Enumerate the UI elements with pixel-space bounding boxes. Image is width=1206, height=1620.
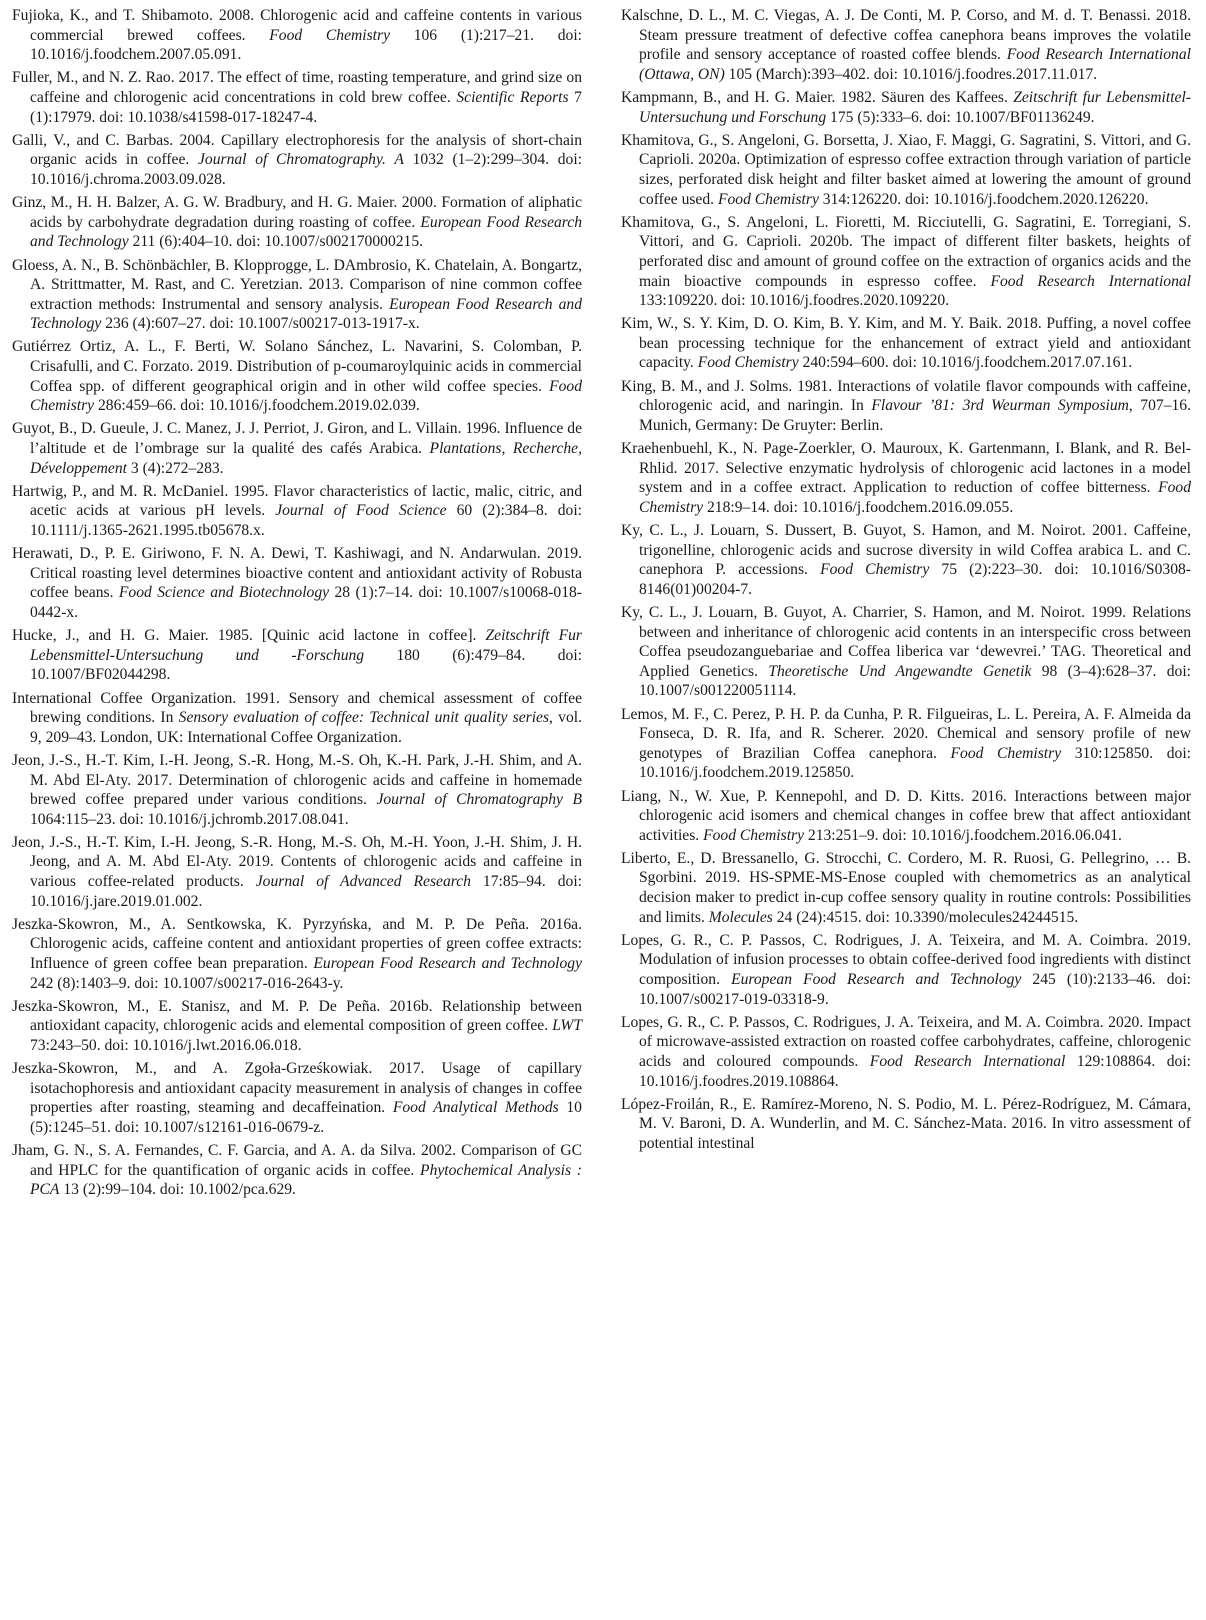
reference-entry: Jeszka-Skowron, M., E. Stanisz, and M. P. De Peña. 2016b. Relationship between antioxidant capacity, chlorogenic acids and elemental composition of green coffee. LWT 73:243–50. doi: 10.1016/j.lwt.2016.06.018. [12, 997, 582, 1054]
journal-title: Food Chemistry [30, 377, 582, 415]
reference-entry: Jeszka-Skowron, M., and A. Zgoła-Grześkowiak. 2017. Usage of capillary isotachophoresis and antioxidant capacity measurement in analysis of changes in coffee properties after roasting, steaming and decaffeination. Food Analytical Methods 10 (5):1245–51. doi: 10.1007/s12161-016-0679-z. [12, 1060, 582, 1136]
reference-column-right [621, 6, 1191, 1157]
journal-title: Journal of Advanced Research [255, 873, 471, 891]
journal-title: Phytochemical Analysis : PCA [30, 1161, 582, 1199]
journal-title: Sensory evaluation of coffee: Technical unit quality series [178, 709, 550, 727]
reference-entry: Kampmann, B., and H. G. Maier. 1982. Säuren des Kaffees. Zeitschrift fur Lebensmittel-Untersuchung und Forschung 175 (5):333–6. doi: 10.1007/BF01136249. [621, 88, 1191, 126]
journal-title: Molecules [708, 908, 773, 926]
journal-title: Journal of Food Science [275, 502, 447, 520]
reference-entry: King, B. M., and J. Solms. 1981. Interactions of volatile flavor compounds with caffeine, chlorogenic acid, and naringin. In Flavour ’81: 3rd Weurman Symposium, 707–16. Munich, Germany: De Gruyter: Berlin. [621, 377, 1191, 434]
journal-title: Food Chemistry [950, 744, 1062, 762]
reference-entry: Liang, N., W. Xue, P. Kennepohl, and D. D. Kitts. 2016. Interactions between major chlorogenic acid isomers and chemical changes in coffee brew that affect antioxidant activities. Food Chemistry 213:251–9. doi: 10.1016/j.foodchem.2016.06.041. [621, 787, 1191, 844]
reference-entry: Kraehenbuehl, K., N. Page-Zoerkler, O. Mauroux, K. Gartenmann, I. Blank, and R. Bel-Rhlid. 2017. Selective enzymatic hydrolysis of chlorogenic acid lactones in a model system and in a coffee extract. Application to reduction of coffee bitterness. Food Chemistry 218:9–14. doi: 10.1016/j.foodchem.2016.09.055. [621, 440, 1191, 516]
reference-entry: Ky, C. L., J. Louarn, B. Guyot, A. Charrier, S. Hamon, and M. Noirot. 1999. Relations between and inheritance of chlorogenic acid contents in an interspecific cross between Coffea pseudozanguebariae and Coffea liberica var ‘dewevrei.’ TAG. Theoretical and Applied Genetics. Theoretische Und Angewandte Genetik 98 (3–4):628–37. doi: 10.1007/s001220051114. [621, 603, 1191, 700]
journal-title: Food Research International [990, 272, 1191, 290]
journal-title: Food Science and Biotechnology [118, 584, 330, 602]
journal-title: Theoretische Und Angewandte Genetik [768, 662, 1032, 680]
journal-title: LWT [552, 1017, 582, 1035]
journal-title: Flavour ’81: 3rd Weurman Symposium [871, 397, 1129, 415]
journal-title: Zeitschrift fur Lebensmittel-Untersuchung und Forschung [639, 88, 1191, 126]
reference-entry: Jham, G. N., S. A. Fernandes, C. F. Garcia, and A. A. da Silva. 2002. Comparison of GC and HPLC for the quantification of organic acids in coffee. Phytochemical Analysis : PCA 13 (2):99–104. doi: 10.1002/pca.629. [12, 1142, 582, 1199]
reference-entry: Jeon, J.-S., H.-T. Kim, I.-H. Jeong, S.-R. Hong, M.-S. Oh, M.-H. Yoon, J.-H. Shim, J. H. Jeong, and A. M. Abd El-Aty. 2019. Contents of chlorogenic acids and caffeine in various coffee-related products. Journal of Advanced Research 17:85–94. doi: 10.1016/j.jare.2019.01.002. [12, 833, 582, 910]
reference-entry: Jeon, J.-S., H.-T. Kim, I.-H. Jeong, S.-R. Hong, M.-S. Oh, K.-H. Park, J.-H. Shim, and A. M. Abd El-Aty. 2017. Determination of chlorogenic acids and caffeine in homemade brewed coffee prepared under various conditions. Journal of Chromatography B 1064:115–23. doi: 10.1016/j.jchromb.2017.08.041. [12, 751, 582, 828]
journal-title: Zeitschrift Fur Lebensmittel-Untersuchung und -Forschung [30, 627, 582, 664]
reference-entry: Ky, C. L., J. Louarn, S. Dussert, B. Guyot, S. Hamon, and M. Noirot. 2001. Caffeine, trigonelline, chlorogenic acids and sucrose diversity in wild Coffea arabica L. and C. canephora P. accessions. Food Chemistry 75 (2):223–30. doi: 10.1016/S0308-8146(01)00204-7. [621, 522, 1191, 598]
reference-entry: Galli, V., and C. Barbas. 2004. Capillary electrophoresis for the analysis of short-chain organic acids in coffee. Journal of Chromatography. A 1032 (1–2):299–304. doi: 10.1016/j.chroma.2003.09.028. [12, 131, 582, 188]
journal-title: European Food Research and Technology [731, 971, 1022, 989]
reference-entry: International Coffee Organization. 1991. Sensory and chemical assessment of coffee brewing conditions. In Sensory evaluation of coffee: Technical unit quality series, vol. 9, 209–43. London, UK: International Coffee Organization. [12, 689, 583, 746]
reference-entry: Hucke, J., and H. G. Maier. 1985. [Quinic acid lactone in coffee]. Zeitschrift Fur Lebensmittel-Untersuchung und -Forschung 180 (6):479–84. doi: 10.1007/BF02044298. [12, 627, 582, 684]
reference-entry: Gloess, A. N., B. Schönbächler, B. Klopprogge, L. DAmbrosio, K. Chatelain, A. Bongartz, A. Strittmatter, M. Rast, and C. Yeretzian. 2013. Comparison of nine common coffee extraction methods: Instrumental and sensory analysis. European Food Research and Technology 236 (4):607–27. doi: 10.1007/s00217-013-1917-x. [12, 256, 582, 333]
reference-entry: Herawati, D., P. E. Giriwono, F. N. A. Dewi, T. Kashiwagi, and N. Andarwulan. 2019. Critical roasting level determines bioactive content and antioxidant activity of Robusta coffee beans. Food Science and Biotechnology 28 (1):7–14. doi: 10.1007/s10068-018-0442-x. [12, 545, 582, 621]
journal-title: Food Chemistry [703, 826, 805, 844]
reference-entry: Khamitova, G., S. Angeloni, L. Fioretti, M. Ricciutelli, G. Sagratini, E. Torregiani, S. Vittori, and G. Caprioli. 2020b. The impact of different filter baskets, heights of perforated disc and amount of ground coffee on the extraction of organics acids and the main bioactive compounds in espresso coffee. Food Research International 133:109220. doi: 10.1016/j.foodres.2020.109220. [621, 213, 1191, 310]
journal-title: Scientific Reports [456, 88, 569, 106]
journal-title: Food Chemistry [717, 190, 819, 208]
reference-entry: Lemos, M. F., C. Perez, P. H. P. da Cunha, P. R. Filgueiras, L. L. Pereira, A. F. Almeida da Fonseca, D. R. Ifa, and R. Scherer. 2020. Chemical and sensory profile of new genotypes of Brazilian Coffea canephora. Food Chemistry 310:125850. doi: 10.1016/j.foodchem.2019.125850. [621, 705, 1191, 782]
journal-title: European Food Research and Technology [30, 213, 582, 251]
reference-entry: Fujioka, K., and T. Shibamoto. 2008. Chlorogenic acid and caffeine contents in various commercial brewed coffees. Food Chemistry 106 (1):217–21. doi: 10.1016/j.foodchem.2007.05.091. [12, 7, 582, 64]
journal-title: Food Chemistry [820, 561, 930, 579]
reference-entry: Khamitova, G., S. Angeloni, G. Borsetta, J. Xiao, F. Maggi, G. Sagratini, S. Vittori, and G. Caprioli. 2020a. Optimization of espresso coffee extraction through variation of particle sizes, perforated disk height and filter basket aimed at lowering the amount of ground coffee used. Food Chemistry 314:126220. doi: 10.1016/j.foodchem.2020.126220. [621, 131, 1191, 208]
journal-title: European Food Research and Technology [313, 955, 582, 973]
reference-entry: Jeszka-Skowron, M., A. Sentkowska, K. Pyrzyńska, and M. P. De Peña. 2016a. Chlorogenic acids, caffeine content and antioxidant properties of green coffee extracts: Influence of green coffee bean preparation. European Food Research and Technology 242 (8):1403–9. doi: 10.1007/s00217-016-2643-y. [12, 915, 582, 992]
journal-title: Food Analytical Methods [392, 1099, 559, 1117]
reference-entry: Lopes, G. R., C. P. Passos, C. Rodrigues, J. A. Teixeira, and M. A. Coimbra. 2020. Impact of microwave-assisted extraction on roasted coffee carbohydrates, caffeine, chlorogenic acids and coloured compounds. Food Research International 129:108864. doi: 10.1016/j.foodres.2019.108864. [621, 1013, 1191, 1090]
reference-entry: Guyot, B., D. Gueule, J. C. Manez, J. J. Perriot, J. Giron, and L. Villain. 1996. Influence de l’altitude et de l’ombrage sur la qualité des cafés Arabica. Plantations, Recherche, Développement 3 (4):272–283. [12, 420, 582, 477]
journal-title: Journal of Chromatography B [376, 791, 582, 809]
journal-title: Food Chemistry [697, 354, 799, 372]
reference-entry: Kim, W., S. Y. Kim, D. O. Kim, B. Y. Kim, and M. Y. Baik. 2018. Puffing, a novel coffee bean processing technique for the enhancement of extract yield and antioxidant capacity. Food Chemistry 240:594–600. doi: 10.1016/j.foodchem.2017.07.161. [621, 315, 1191, 372]
reference-entry: Kalschne, D. L., M. C. Viegas, A. J. De Conti, M. P. Corso, and M. d. T. Benassi. 2018. Steam pressure treatment of defective coffea canephora beans improves the volatile profile and sensory acceptance of roasted coffee blends. Food Research International (Ottawa, ON) 105 (March):393–402. doi: 10.1016/j.foodres.2017.11.017. [621, 7, 1191, 83]
reference-entry: Ginz, M., H. H. Balzer, A. G. W. Bradbury, and H. G. Maier. 2000. Formation of aliphatic acids by carbohydrate degradation during roasting of coffee. European Food Research and Technology 211 (6):404–10. doi: 10.1007/s002170000215. [12, 194, 582, 251]
reference-column-left [12, 6, 582, 1204]
reference-entry: Liberto, E., D. Bressanello, G. Strocchi, C. Cordero, M. R. Ruosi, G. Pellegrino, … B. Sgorbini. 2019. HS-SPME-MS-Enose coupled with chemometrics as an analytical decision maker to predict in-cup coffee sensory quality in routine controls: Possibilities and limits. Molecules 24 (24):4515. doi: 10.3390/molecules24244515. [621, 849, 1191, 926]
reference-entry: Gutiérrez Ortiz, A. L., F. Berti, W. Solano Sánchez, L. Navarini, S. Colomban, P. Crisafulli, and C. Forzato. 2019. Distribution of p-coumaroylquinic acids in commercial Coffea spp. of different geographical origin and in other wild coffee species. Food Chemistry 286:459–66. doi: 10.1016/j.foodchem.2019.02.039. [12, 338, 582, 415]
reference-entry: Hartwig, P., and M. R. McDaniel. 1995. Flavor characteristics of lactic, malic, citric, and acetic acids at various pH levels. Journal of Food Science 60 (2):384–8. doi: 10.1111/j.1365-2621.1995.tb05678.x. [12, 482, 582, 539]
journal-title: Plantations, Recherche, Développement [30, 440, 582, 477]
reference-entry: Fuller, M., and N. Z. Rao. 2017. The effect of time, roasting temperature, and grind size on caffeine and chlorogenic acid concentrations in cold brew coffee. Scientific Reports 7 (1):17979. doi: 10.1038/s41598-017-18247-4. [12, 69, 582, 126]
journal-title: Food Chemistry [639, 479, 1191, 516]
reference-entry: López-Froilán, R., E. Ramírez-Moreno, N. S. Podio, M. L. Pérez-Rodríguez, M. Cámara, M. V. Baroni, D. A. Wunderlin, and M. C. Sánchez-Mata. 2016. In vitro assessment of potential intestinal [621, 1095, 1191, 1152]
journal-title: Food Chemistry [269, 26, 390, 44]
journal-title: European Food Research and Technology [30, 295, 582, 333]
journal-title: Food Research International [869, 1053, 1066, 1070]
journal-title: Food Research International (Ottawa, ON) [639, 46, 1191, 83]
journal-title: Journal of Chromatography. A [198, 151, 404, 169]
reference-entry: Lopes, G. R., C. P. Passos, C. Rodrigues, J. A. Teixeira, and M. A. Coimbra. 2019. Modulation of infusion processes to obtain coffee-derived food ingredients with distinct composition. European Food Research and Technology 245 (10):2133–46. doi: 10.1007/s00217-019-03318-9. [621, 931, 1191, 1008]
